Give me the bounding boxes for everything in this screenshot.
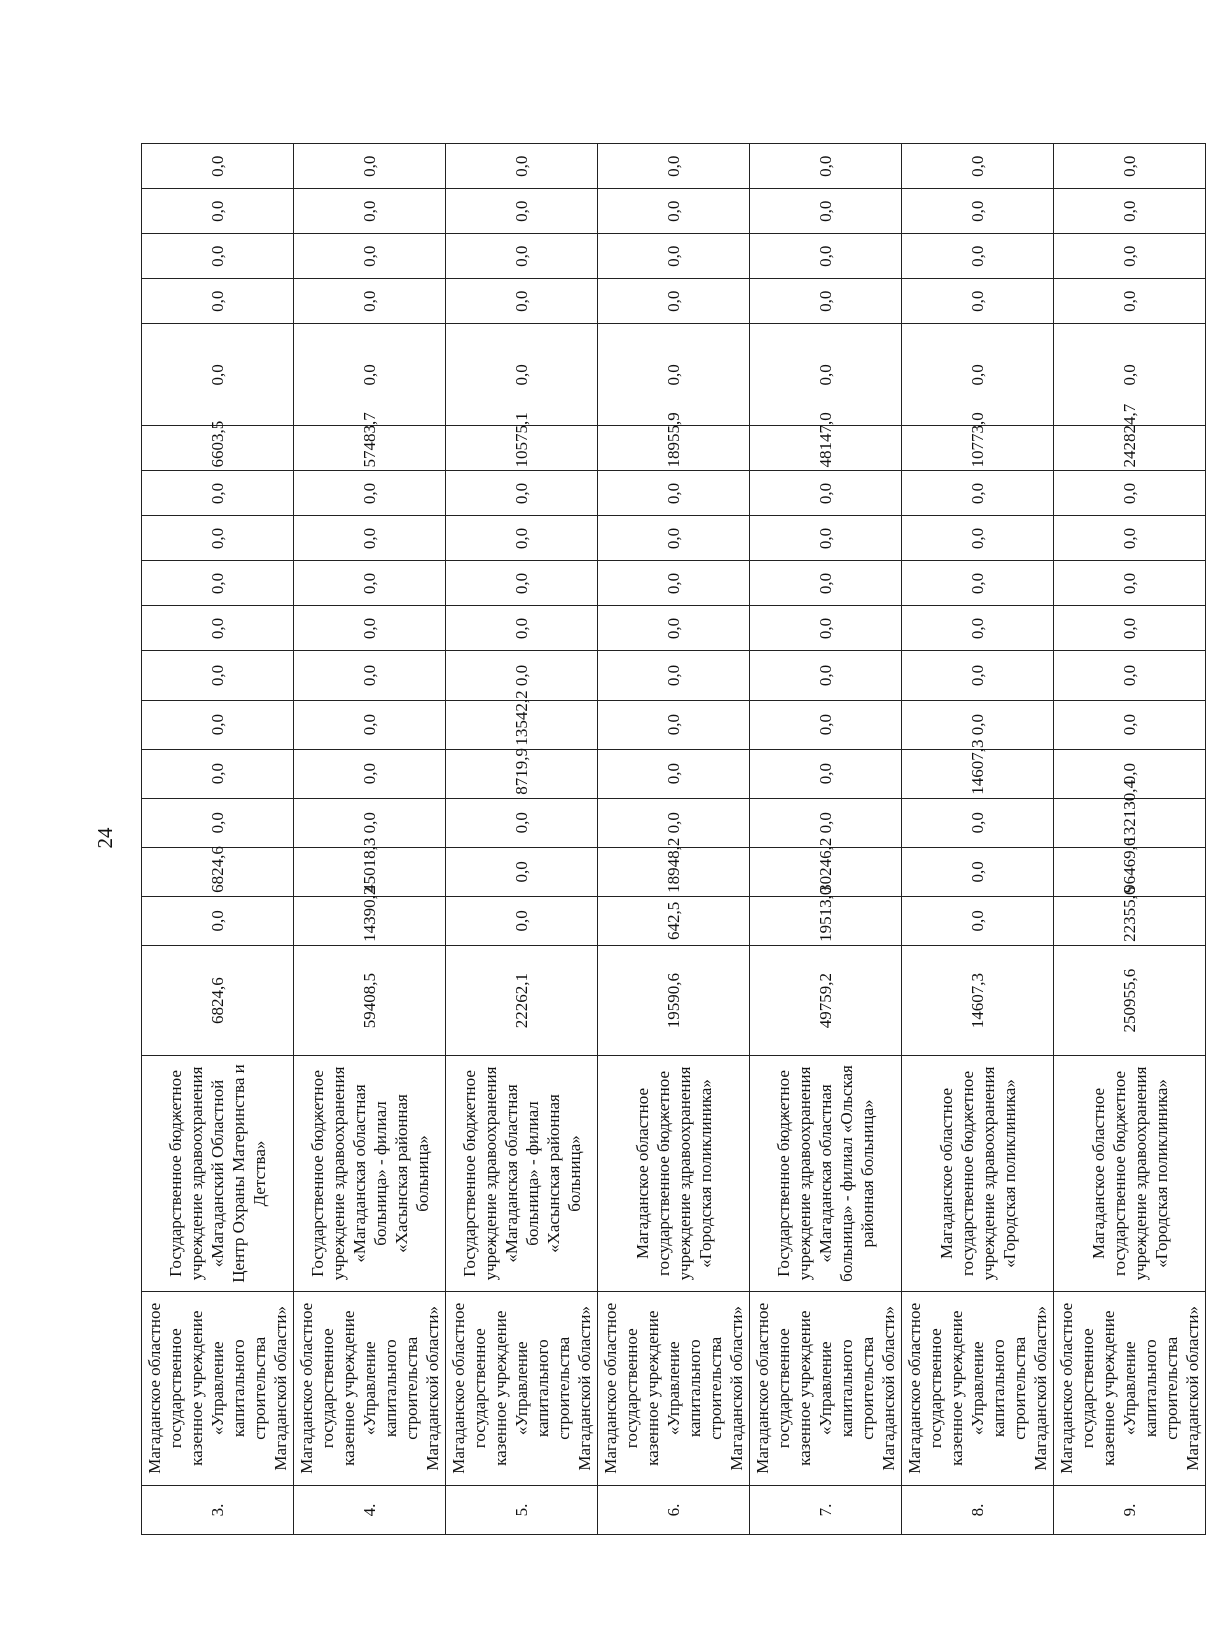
customer-cell: Магаданское областное государственное казенное учреждение «Управление капитального строительства Магаданской области» xyxy=(750,1291,902,1485)
value-cell: 0,0 xyxy=(294,144,446,189)
value-cell: 0,0 xyxy=(902,606,1054,651)
value-cell: 0,0 xyxy=(598,189,750,234)
customer-cell: Магаданское областное государственное казенное учреждение «Управление капитального строительства Магаданской области» xyxy=(1054,1291,1206,1485)
value-cell: 0,0 xyxy=(902,279,1054,324)
value-cell: 0,0 xyxy=(750,651,902,700)
recipient-cell: Государственное бюджетное учреждение здравоохранения «Магаданская областная больница» - филиал «Ольская районная больница» xyxy=(750,1056,902,1291)
value-cell: 0,0 xyxy=(902,144,1054,189)
value-cell: 0,0 xyxy=(294,471,446,516)
value-cell: 0,0 xyxy=(294,651,446,700)
value-cell: 0,0 xyxy=(902,896,1054,945)
value-cell: 0,0 xyxy=(750,234,902,279)
value-cell: 0,0 xyxy=(446,234,598,279)
value-cell: 0,0 xyxy=(446,896,598,945)
value-cell: 13542,2 xyxy=(446,700,598,749)
table-row xyxy=(750,97,902,1535)
value-cell: 0,0 xyxy=(142,651,294,700)
funding-table xyxy=(141,96,1206,1535)
value-cell: 0,0 xyxy=(902,651,1054,700)
value-cell: 0,0 xyxy=(142,749,294,798)
value-cell: 0,0 xyxy=(294,606,446,651)
value-cell: 0,0 xyxy=(446,516,598,561)
value-cell: 0,0 xyxy=(598,516,750,561)
customer-cell: Магаданское областное государственное казенное учреждение «Управление капитального строительства Магаданской области» xyxy=(294,1291,446,1485)
value-cell: 14607,3 xyxy=(902,945,1054,1055)
value-cell: 0,0 xyxy=(142,234,294,279)
value-cell: 0,0 xyxy=(902,700,1054,749)
value-cell: 48147,0 xyxy=(750,426,902,471)
value-cell: 0,0 xyxy=(446,144,598,189)
value-cell: 0,0 xyxy=(142,144,294,189)
value-cell: 0,0 xyxy=(1054,700,1206,749)
value-cell: 132130,4 xyxy=(1054,798,1206,847)
value-cell: 0,0 xyxy=(750,189,902,234)
customer-cell: Магаданское областное государственное казенное учреждение «Управление капитального строительства Магаданской области» xyxy=(902,1291,1054,1485)
row-number-cell: 8. xyxy=(902,1485,1054,1534)
value-cell: 0,0 xyxy=(1054,606,1206,651)
value-cell: 0,0 xyxy=(294,189,446,234)
value-cell: 0,0 xyxy=(1054,749,1206,798)
value-cell: 0,0 xyxy=(446,279,598,324)
table-row xyxy=(142,97,294,1535)
value-cell: 0,0 xyxy=(142,189,294,234)
value-cell: 0,0 xyxy=(598,324,750,426)
value-cell: 6824,6 xyxy=(142,847,294,896)
value-cell: 0,0 xyxy=(1054,651,1206,700)
value-cell: 0,0 xyxy=(598,561,750,606)
value-cell: 6824,6 xyxy=(142,945,294,1055)
value-cell: 242824,7 xyxy=(1054,426,1206,471)
value-cell: 30246,2 xyxy=(750,847,902,896)
value-cell: 642,5 xyxy=(598,896,750,945)
value-cell: 0,0 xyxy=(598,279,750,324)
value-cell: 0,0 xyxy=(294,749,446,798)
value-cell: 0,0 xyxy=(750,279,902,324)
value-cell: 22355,6 xyxy=(1054,896,1206,945)
value-cell: 0,0 xyxy=(1054,279,1206,324)
value-cell: 0,0 xyxy=(598,798,750,847)
value-cell: 0,0 xyxy=(750,144,902,189)
value-cell: 22262,1 xyxy=(446,945,598,1055)
value-cell: 0,0 xyxy=(142,516,294,561)
value-cell: 0,0 xyxy=(142,561,294,606)
value-cell: 0,0 xyxy=(750,324,902,426)
value-cell: 0,0 xyxy=(902,234,1054,279)
value-cell: 0,0 xyxy=(1054,144,1206,189)
value-cell: 45018,3 xyxy=(294,847,446,896)
value-cell: 0,0 xyxy=(294,324,446,426)
value-cell: 0,0 xyxy=(598,749,750,798)
value-cell: 0,0 xyxy=(902,847,1054,896)
value-cell: 0,0 xyxy=(598,144,750,189)
recipient-cell: Государственное бюджетное учреждение здравоохранения «Магаданский Областной Центр Охраны Материнства и Детства» xyxy=(142,1056,294,1291)
value-cell: 0,0 xyxy=(902,471,1054,516)
value-cell: 0,0 xyxy=(902,798,1054,847)
value-cell: 0,0 xyxy=(750,561,902,606)
value-cell: 250955,6 xyxy=(1054,945,1206,1055)
value-cell: 0,0 xyxy=(294,700,446,749)
value-cell: 0,0 xyxy=(598,234,750,279)
value-cell: 0,0 xyxy=(902,561,1054,606)
value-cell: 0,0 xyxy=(142,700,294,749)
customer-cell: Магаданское областное государственное казенное учреждение «Управление капитального строительства Магаданской области» xyxy=(446,1291,598,1485)
row-number-cell: 5. xyxy=(446,1485,598,1534)
value-cell: 0,0 xyxy=(294,798,446,847)
value-cell: 0,0 xyxy=(446,847,598,896)
value-cell: 0,0 xyxy=(446,471,598,516)
table-row xyxy=(902,97,1054,1535)
value-cell: 0,0 xyxy=(294,234,446,279)
value-cell: 0,0 xyxy=(294,561,446,606)
value-cell: 14390,2 xyxy=(294,896,446,945)
value-cell: 18955,9 xyxy=(598,426,750,471)
value-cell: 19513,0 xyxy=(750,896,902,945)
table-body xyxy=(142,97,1206,1535)
value-cell: 0,0 xyxy=(1054,189,1206,234)
value-cell: 10773,0 xyxy=(902,426,1054,471)
value-cell: 0,0 xyxy=(750,749,902,798)
recipient-cell: Магаданское областное государственное бюджетное учреждение здравоохранения «Городская поликлиника» xyxy=(1054,1056,1206,1291)
value-cell: 0,0 xyxy=(446,798,598,847)
value-cell: 0,0 xyxy=(598,700,750,749)
value-cell: 0,0 xyxy=(598,651,750,700)
value-cell: 19590,6 xyxy=(598,945,750,1055)
table-row xyxy=(294,97,446,1535)
row-number-cell: 3. xyxy=(142,1485,294,1534)
value-cell: 10575,1 xyxy=(446,426,598,471)
value-cell: 0,0 xyxy=(142,279,294,324)
table-row xyxy=(598,97,750,1535)
value-cell: 57483,7 xyxy=(294,426,446,471)
value-cell: 0,0 xyxy=(446,651,598,700)
row-number-cell: 7. xyxy=(750,1485,902,1534)
value-cell: 0,0 xyxy=(1054,516,1206,561)
value-cell: 59408,5 xyxy=(294,945,446,1055)
recipient-cell: Государственное бюджетное учреждение здравоохранения «Магаданская областная больница» - филиал «Хасынская районная больница» xyxy=(446,1056,598,1291)
value-cell: 0,0 xyxy=(446,324,598,426)
row-number-cell: 9. xyxy=(1054,1485,1206,1534)
value-cell: 18948,2 xyxy=(598,847,750,896)
value-cell: 0,0 xyxy=(750,798,902,847)
value-cell: 0,0 xyxy=(142,324,294,426)
value-cell: 8719,9 xyxy=(446,749,598,798)
table-row xyxy=(446,97,598,1535)
row-number-cell: 6. xyxy=(598,1485,750,1534)
value-cell: 0,0 xyxy=(142,896,294,945)
value-cell: 0,0 xyxy=(142,798,294,847)
value-cell: 0,0 xyxy=(446,606,598,651)
value-cell: 0,0 xyxy=(902,516,1054,561)
value-cell: 0,0 xyxy=(294,279,446,324)
value-cell: 6603,5 xyxy=(142,426,294,471)
recipient-cell: Магаданское областное государственное бюджетное учреждение здравоохранения «Городская поликлиника» xyxy=(902,1056,1054,1291)
value-cell: 0,0 xyxy=(598,606,750,651)
row-number-cell: 4. xyxy=(294,1485,446,1534)
recipient-cell: Магаданское областное государственное бюджетное учреждение здравоохранения «Городская поликлиника» xyxy=(598,1056,750,1291)
value-cell: 0,0 xyxy=(750,471,902,516)
page-number: 24 xyxy=(93,827,117,849)
value-cell: 0,0 xyxy=(750,516,902,561)
value-cell: 0,0 xyxy=(1054,234,1206,279)
value-cell: 14607,3 xyxy=(902,749,1054,798)
value-cell: 0,0 xyxy=(1054,561,1206,606)
value-cell: 0,0 xyxy=(294,516,446,561)
value-cell: 0,0 xyxy=(902,324,1054,426)
customer-cell: Магаданское областное государственное казенное учреждение «Управление капитального строительства Магаданской области» xyxy=(142,1291,294,1485)
value-cell: 0,0 xyxy=(1054,324,1206,426)
value-cell: 0,0 xyxy=(598,471,750,516)
value-cell: 0,0 xyxy=(750,606,902,651)
value-cell: 49759,2 xyxy=(750,945,902,1055)
value-cell: 0,0 xyxy=(902,189,1054,234)
value-cell: 0,0 xyxy=(750,700,902,749)
value-cell: 0,0 xyxy=(446,189,598,234)
value-cell: 0,0 xyxy=(446,561,598,606)
value-cell: 0,0 xyxy=(1054,471,1206,516)
value-cell: 0,0 xyxy=(142,606,294,651)
value-cell: 0,0 xyxy=(142,471,294,516)
customer-cell: Магаданское областное государственное казенное учреждение «Управление капитального строительства Магаданской области» xyxy=(598,1291,750,1485)
recipient-cell: Государственное бюджетное учреждение здравоохранения «Магаданская областная больница» - филиал «Хасынская районная больница» xyxy=(294,1056,446,1291)
rotated-table-container xyxy=(141,96,1202,1535)
value-cell: 96469,6 xyxy=(1054,847,1206,896)
table-row xyxy=(1054,97,1206,1535)
